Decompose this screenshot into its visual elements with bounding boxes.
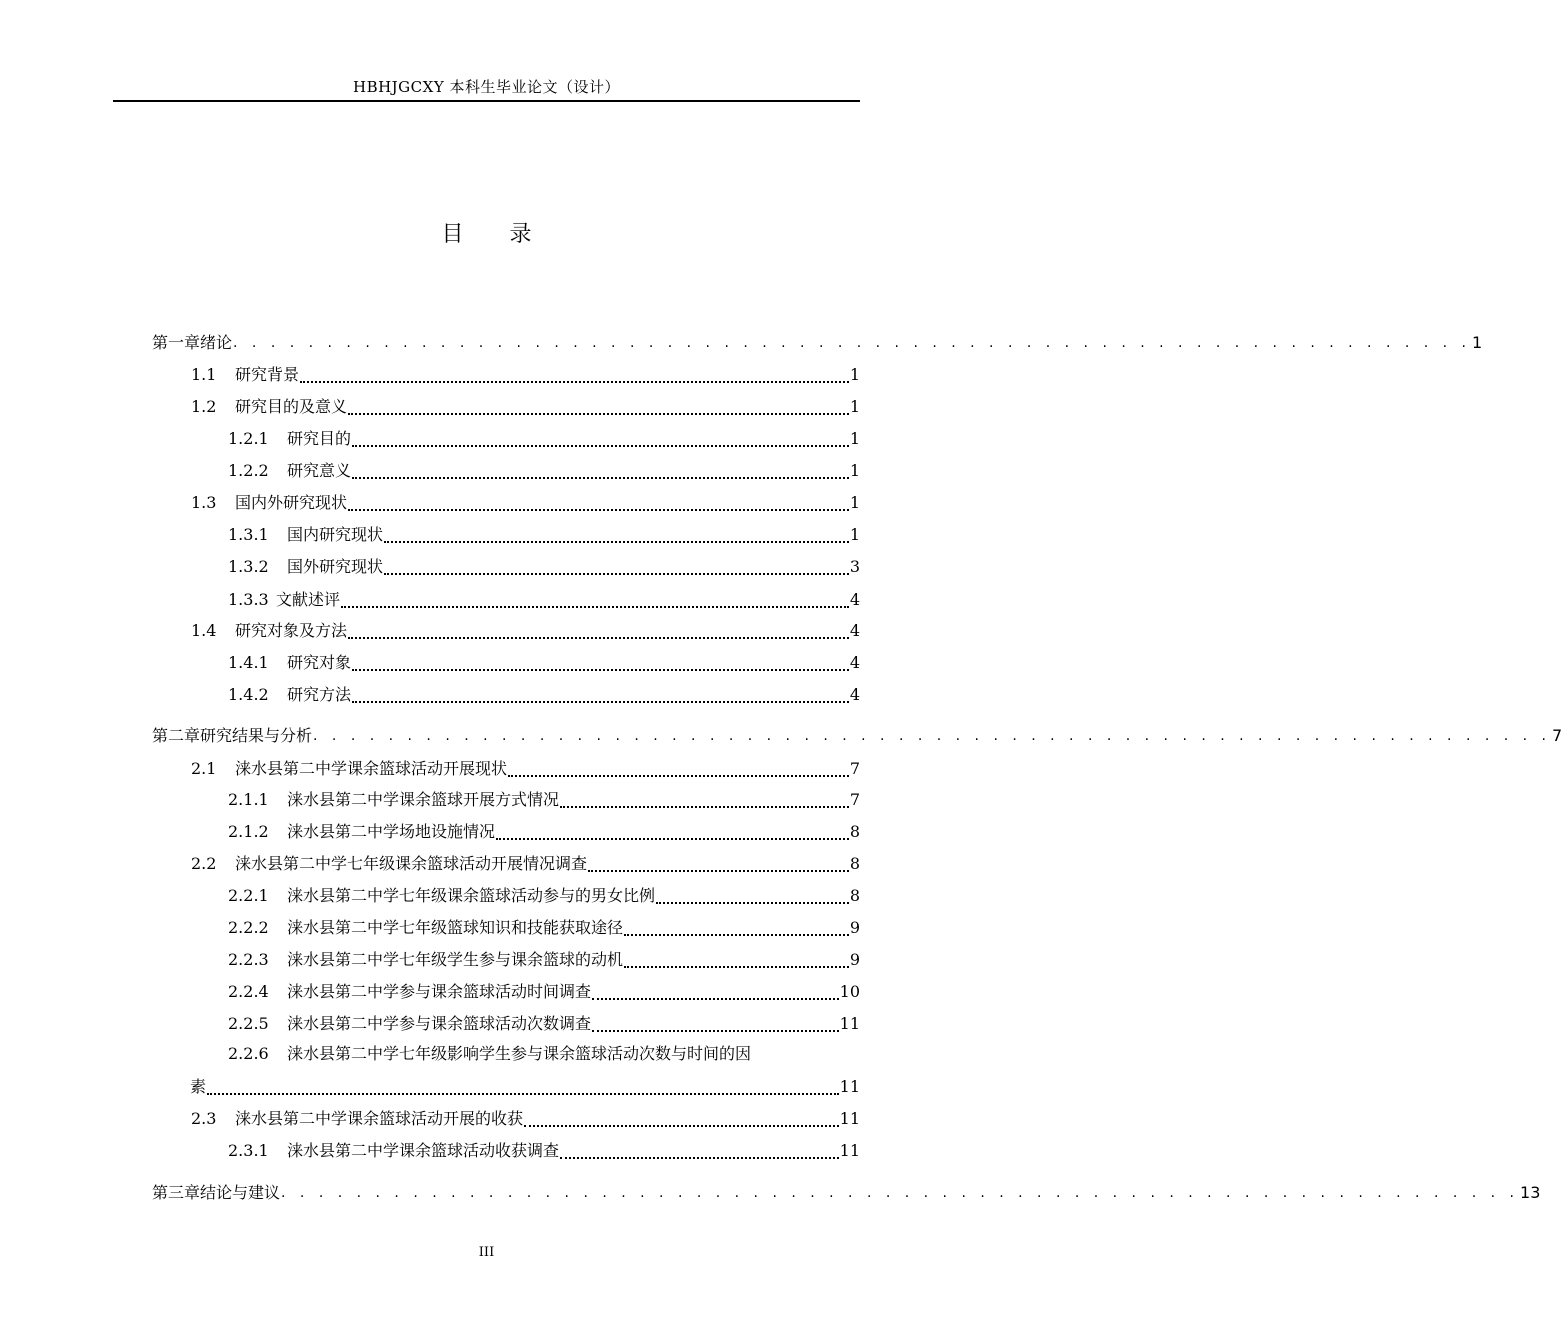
toc-label: 文献述评 bbox=[276, 590, 341, 609]
dot-leader bbox=[656, 892, 849, 904]
toc-page-number: 7 bbox=[849, 790, 860, 809]
toc-label: 国内外研究现状 bbox=[235, 493, 348, 512]
toc-page-number: 8 bbox=[849, 854, 860, 873]
toc-label: 涞水县第二中学场地设施情况 bbox=[287, 822, 496, 841]
toc-number: 1.4.2 bbox=[228, 685, 269, 704]
toc-entry-1-4-2[interactable] bbox=[152, 682, 860, 706]
toc-entry-1-2-1[interactable] bbox=[152, 426, 860, 450]
toc-entry-1-2-2[interactable] bbox=[152, 458, 860, 482]
toc-page-number: 1 bbox=[849, 429, 860, 448]
dot-leader bbox=[207, 1083, 839, 1095]
toc-page-number: 1 bbox=[1472, 333, 1483, 352]
table-of-contents bbox=[152, 0, 1562, 1344]
toc-number: 2.2 bbox=[191, 854, 217, 873]
toc-entry-1-4[interactable] bbox=[152, 618, 860, 642]
dot-leader bbox=[341, 596, 849, 608]
toc-page-number: 10 bbox=[839, 982, 860, 1001]
toc-page-number: 11 bbox=[839, 1109, 860, 1128]
dot-leader: . . . . . . . . . . . . . . . . . . . . . . . . . . . . . . . . . . . . . . . . . . . . . . . . . . . . . . . . . . . . . . . . . . bbox=[281, 1185, 1520, 1201]
toc-entry-2-1-1[interactable] bbox=[152, 787, 860, 811]
page-header: HBHJGCXY 本科生毕业论文（设计） bbox=[352, 78, 620, 96]
toc-number: 1.2.2 bbox=[228, 461, 269, 480]
toc-number: 1.4 bbox=[191, 621, 217, 640]
toc-entry-1-3-3[interactable] bbox=[152, 587, 860, 611]
dot-leader: . . . . . . . . . . . . . . . . . . . . . . . . . . . . . . . . . . . . . . . . . . . . . . . . . . . . . . . . . . . . . . . . . . bbox=[233, 335, 1472, 351]
toc-entry-2-2-6[interactable] bbox=[152, 1043, 860, 1067]
dot-leader bbox=[508, 765, 849, 777]
toc-label: 研究目的 bbox=[287, 429, 352, 448]
dot-leader bbox=[384, 531, 849, 543]
dot-leader bbox=[560, 796, 849, 808]
toc-page-number: 11 bbox=[839, 1141, 860, 1160]
toc-page-number: 4 bbox=[849, 653, 860, 672]
toc-label-continued: 素 bbox=[190, 1077, 207, 1096]
toc-number: 2.1 bbox=[191, 759, 217, 778]
dot-leader bbox=[352, 467, 849, 479]
toc-entry-1-3-1[interactable] bbox=[152, 522, 860, 546]
toc-entry-2-2-5[interactable] bbox=[152, 1011, 860, 1035]
toc-page-number: 7 bbox=[849, 759, 860, 778]
toc-title: 目录 bbox=[441, 222, 578, 247]
toc-entry-2-2-6-continued[interactable] bbox=[190, 1074, 860, 1098]
toc-number: 1.4.1 bbox=[228, 653, 269, 672]
toc-page-number: 7 bbox=[1552, 726, 1562, 745]
toc-page-number: 1 bbox=[849, 397, 860, 416]
dot-leader bbox=[352, 435, 849, 447]
toc-number: 第一章 bbox=[152, 333, 201, 352]
toc-page-number: 13 bbox=[1520, 1183, 1541, 1202]
dot-leader bbox=[524, 1115, 839, 1127]
toc-entry-2-3-1[interactable] bbox=[152, 1138, 860, 1162]
toc-label: 研究结果与分析 bbox=[200, 726, 313, 745]
toc-number: 2.3 bbox=[191, 1109, 217, 1128]
toc-entry-2-2-2[interactable] bbox=[152, 915, 860, 939]
toc-number: 1.3.2 bbox=[228, 557, 269, 576]
toc-number: 2.1.1 bbox=[228, 790, 269, 809]
toc-entry-1-2[interactable] bbox=[152, 394, 860, 418]
dot-leader bbox=[592, 988, 839, 1000]
toc-number: 1.3 bbox=[191, 493, 217, 512]
dot-leader bbox=[348, 403, 849, 415]
toc-page-number: 3 bbox=[849, 557, 860, 576]
dot-leader bbox=[624, 956, 849, 968]
toc-label: 绪论 bbox=[200, 333, 233, 352]
toc-number: 第三章 bbox=[152, 1183, 201, 1202]
toc-number: 第二章 bbox=[152, 726, 201, 745]
toc-entry-2-2-1[interactable] bbox=[152, 883, 860, 907]
toc-entry-1-3-2[interactable] bbox=[152, 554, 860, 578]
toc-entry-chapter-2[interactable] bbox=[152, 723, 1562, 747]
toc-label: 涞水县第二中学参与课余篮球活动时间调查 bbox=[287, 982, 592, 1001]
dot-leader bbox=[496, 828, 849, 840]
toc-page-number: 1 bbox=[849, 493, 860, 512]
toc-page-number: 8 bbox=[849, 886, 860, 905]
toc-label: 研究目的及意义 bbox=[235, 397, 348, 416]
toc-label: 研究对象及方法 bbox=[235, 621, 348, 640]
toc-label: 涞水县第二中学七年级影响学生参与课余篮球活动次数与时间的因 bbox=[287, 1044, 752, 1063]
toc-label: 研究对象 bbox=[287, 653, 352, 672]
toc-label: 研究方法 bbox=[287, 685, 352, 704]
toc-number: 1.2 bbox=[191, 397, 217, 416]
toc-entry-1-4-1[interactable] bbox=[152, 650, 860, 674]
toc-label: 研究意义 bbox=[287, 461, 352, 480]
toc-page-number: 9 bbox=[849, 950, 860, 969]
toc-page-number: 11 bbox=[839, 1014, 860, 1033]
toc-entry-1-1[interactable] bbox=[152, 362, 860, 386]
page-footer-number: III bbox=[478, 1245, 495, 1260]
toc-number: 2.2.6 bbox=[228, 1044, 269, 1063]
toc-label: 涞水县第二中学课余篮球开展方式情况 bbox=[287, 790, 560, 809]
toc-number: 1.3.3 bbox=[228, 590, 269, 609]
toc-number: 2.2.2 bbox=[228, 918, 269, 937]
toc-entry-2-2-3[interactable] bbox=[152, 947, 860, 971]
toc-label: 涞水县第二中学参与课余篮球活动次数调查 bbox=[287, 1014, 592, 1033]
toc-label: 涞水县第二中学课余篮球活动收获调查 bbox=[287, 1141, 560, 1160]
toc-label: 国内研究现状 bbox=[287, 525, 384, 544]
toc-number: 2.1.2 bbox=[228, 822, 269, 841]
toc-label: 涞水县第二中学课余篮球活动开展的收获 bbox=[235, 1109, 524, 1128]
toc-entry-2-1[interactable] bbox=[152, 756, 860, 780]
toc-label: 涞水县第二中学课余篮球活动开展现状 bbox=[235, 759, 508, 778]
dot-leader bbox=[352, 659, 849, 671]
toc-entry-2-3[interactable] bbox=[152, 1106, 860, 1130]
dot-leader bbox=[588, 860, 849, 872]
toc-number: 1.1 bbox=[191, 365, 217, 384]
dot-leader bbox=[384, 563, 849, 575]
toc-page-number: 4 bbox=[849, 685, 860, 704]
toc-number: 1.2.1 bbox=[228, 429, 269, 448]
toc-entry-1-3[interactable] bbox=[152, 490, 860, 514]
toc-entry-2-2-4[interactable] bbox=[152, 979, 860, 1003]
dot-leader bbox=[592, 1020, 839, 1032]
toc-number: 2.2.4 bbox=[228, 982, 269, 1001]
toc-number: 2.2.1 bbox=[228, 886, 269, 905]
toc-page-number: 1 bbox=[849, 525, 860, 544]
dot-leader bbox=[300, 371, 849, 383]
toc-label: 国外研究现状 bbox=[287, 557, 384, 576]
dot-leader bbox=[348, 627, 849, 639]
toc-number: 2.2.5 bbox=[228, 1014, 269, 1033]
dot-leader bbox=[624, 924, 849, 936]
toc-entry-2-1-2[interactable] bbox=[152, 819, 860, 843]
toc-entry-chapter-1[interactable] bbox=[152, 330, 1483, 354]
toc-label: 研究背景 bbox=[235, 365, 300, 384]
toc-page-number: 11 bbox=[839, 1077, 860, 1096]
toc-number: 2.3.1 bbox=[228, 1141, 269, 1160]
dot-leader bbox=[352, 691, 849, 703]
toc-page-number: 8 bbox=[849, 822, 860, 841]
toc-label: 涞水县第二中学七年级篮球知识和技能获取途径 bbox=[287, 918, 624, 937]
toc-number: 2.2.3 bbox=[228, 950, 269, 969]
toc-label: 涞水县第二中学七年级课余篮球活动参与的男女比例 bbox=[287, 886, 656, 905]
toc-page-number: 4 bbox=[849, 621, 860, 640]
toc-page-number: 9 bbox=[849, 918, 860, 937]
toc-label: 涞水县第二中学七年级学生参与课余篮球的动机 bbox=[287, 950, 624, 969]
toc-page-number: 1 bbox=[849, 365, 860, 384]
dot-leader bbox=[348, 499, 849, 511]
toc-entry-chapter-3[interactable] bbox=[152, 1180, 1541, 1204]
toc-label: 涞水县第二中学七年级课余篮球活动开展情况调查 bbox=[235, 854, 588, 873]
toc-page-number: 4 bbox=[849, 590, 860, 609]
toc-number: 1.3.1 bbox=[228, 525, 269, 544]
dot-leader: . . . . . . . . . . . . . . . . . . . . . . . . . . . . . . . . . . . . . . . . . . . . . . . . . . . . . . . . . . . . . . . . . . bbox=[313, 728, 1552, 744]
toc-label: 结论与建议 bbox=[200, 1183, 281, 1202]
toc-page-number: 1 bbox=[849, 461, 860, 480]
dot-leader bbox=[560, 1147, 839, 1159]
toc-entry-2-2[interactable] bbox=[152, 851, 860, 875]
